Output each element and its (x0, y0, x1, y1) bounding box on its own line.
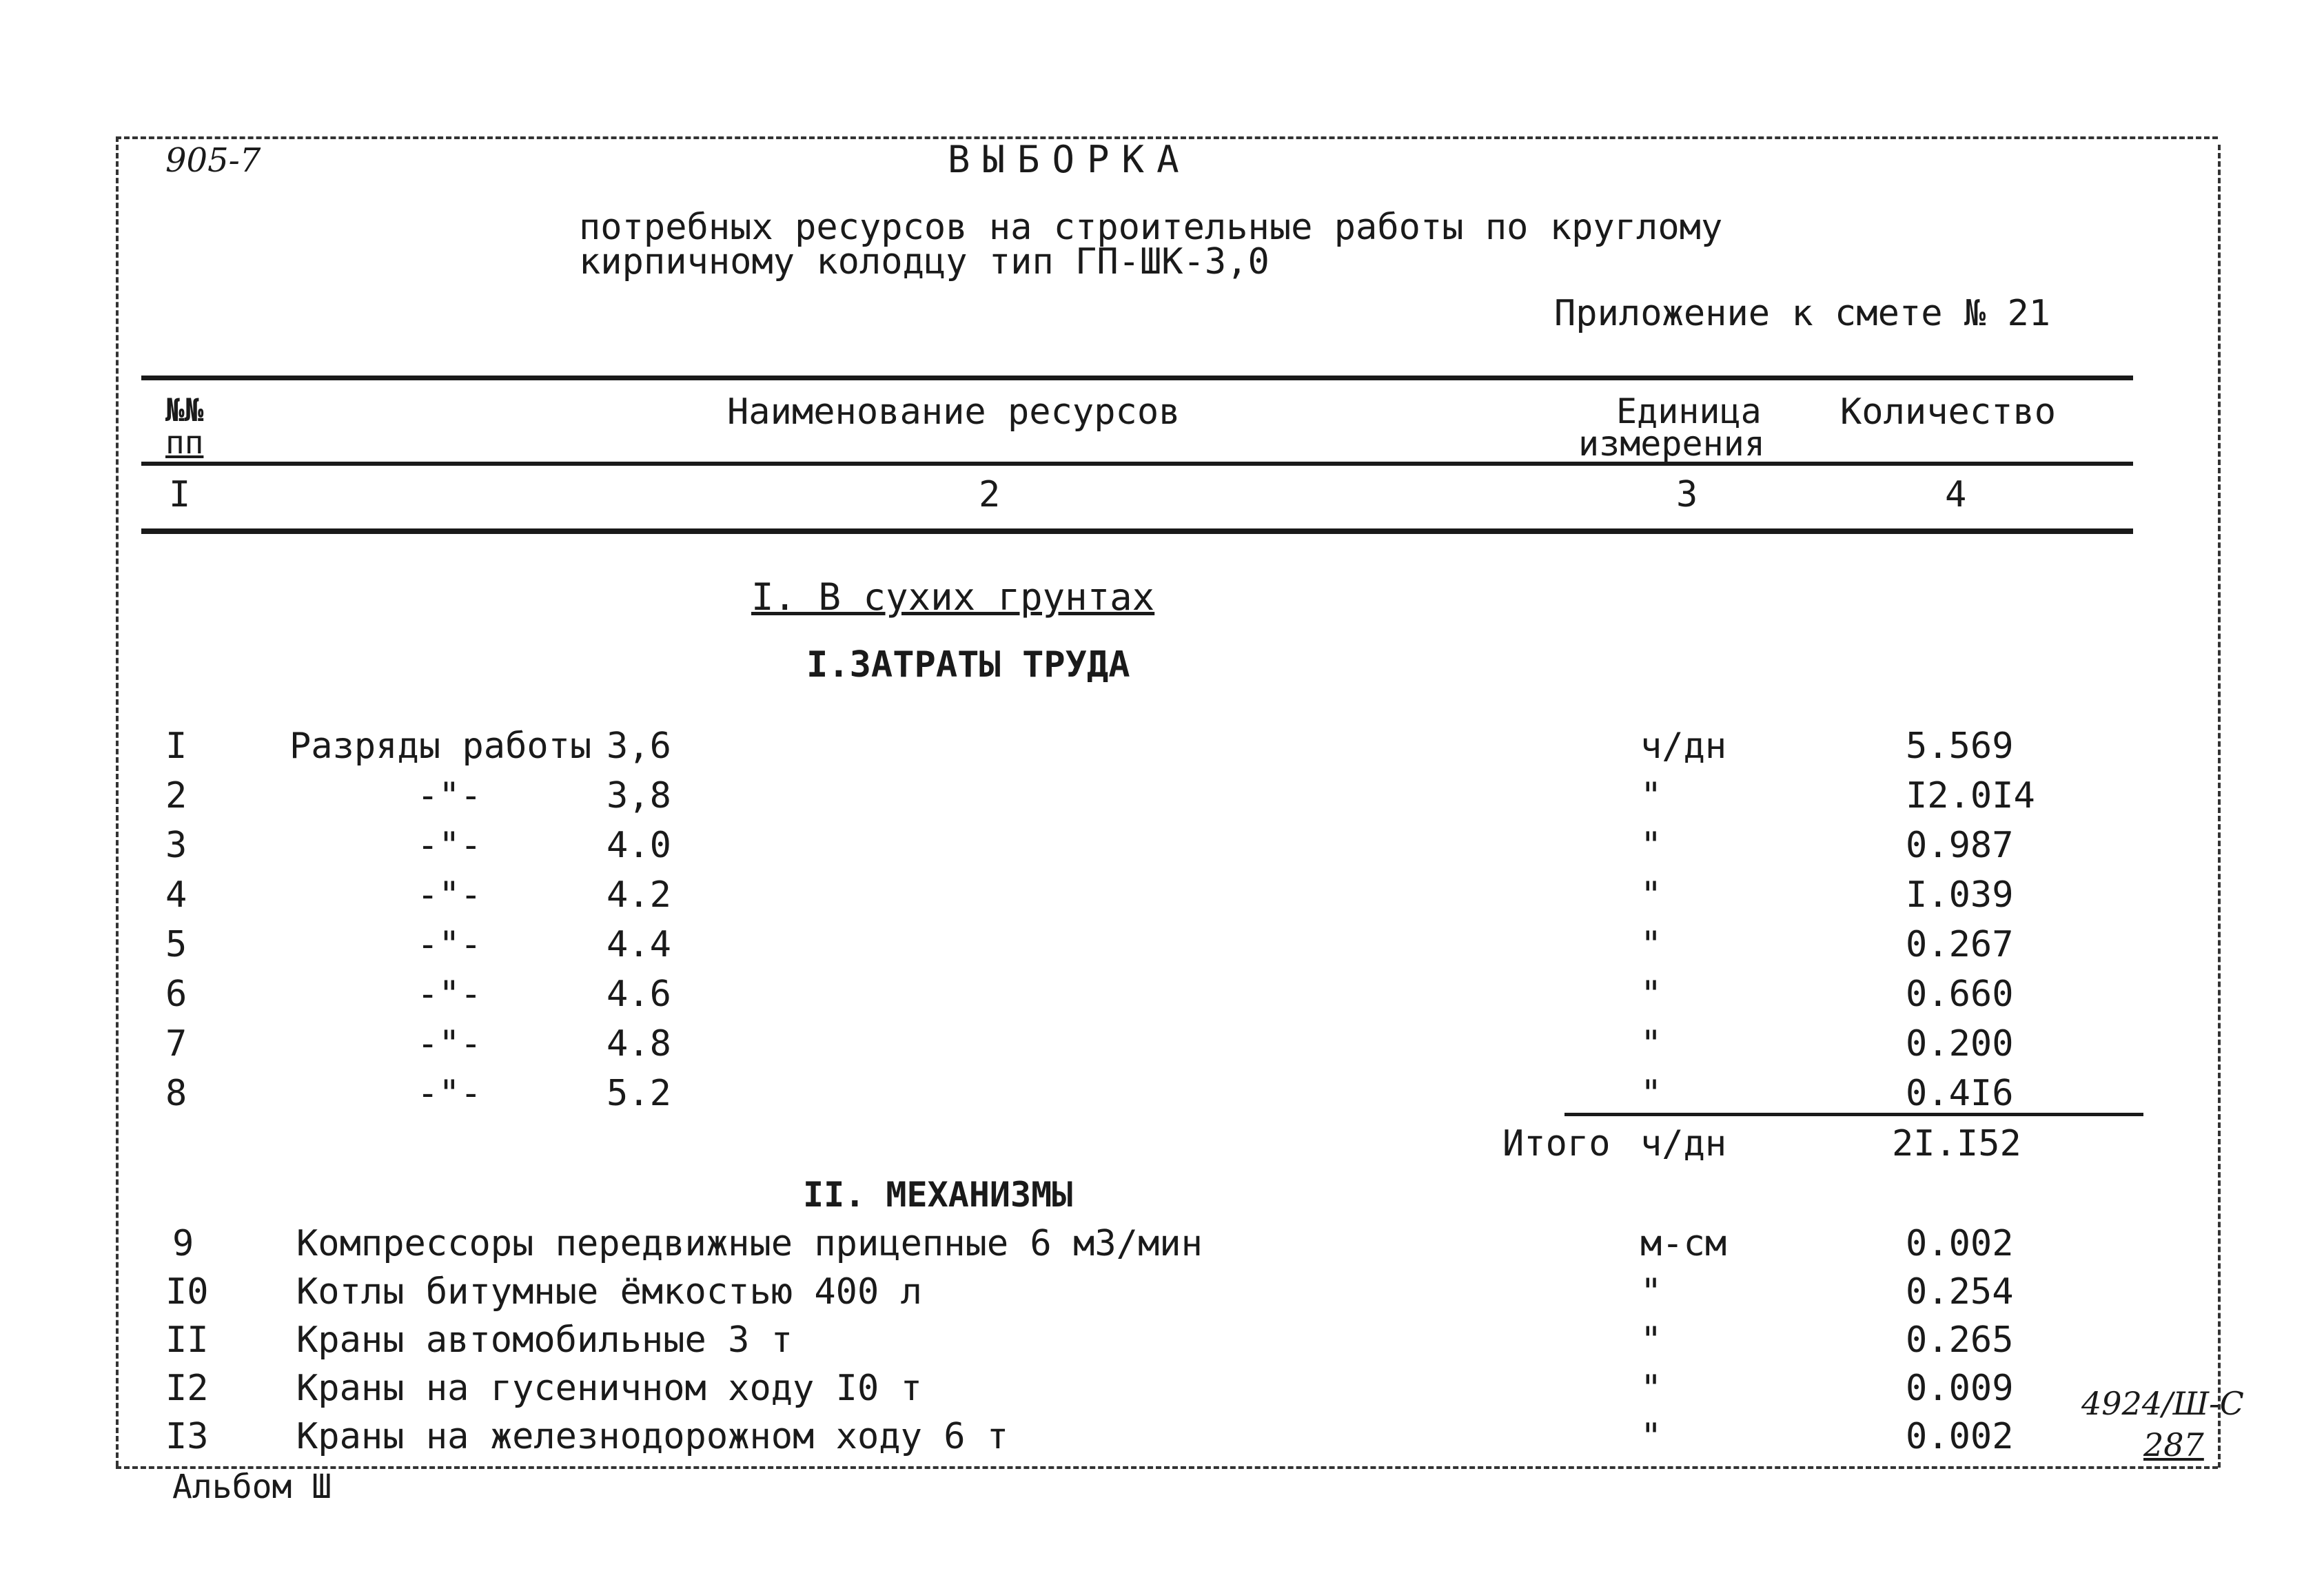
table-header-rule (141, 462, 2133, 466)
row-number: 6 (165, 974, 187, 1015)
row-ditto: -"- (417, 974, 482, 1015)
row-name: Краны автомобильные 3 т (296, 1319, 793, 1361)
row-ditto: -"- (417, 924, 482, 965)
row-unit: ч/дн (1640, 726, 1727, 767)
stamp-code: 4924/Ш-С (2081, 1385, 2244, 1422)
table-row (0, 726, 2324, 772)
total-unit: ч/дн (1640, 1123, 1727, 1164)
total-rule (1564, 1113, 2143, 1116)
subtitle-line-2: кирпичному колодцу тип ГП-ШК-3,0 (579, 241, 1270, 282)
row-number: I (165, 726, 187, 767)
row-quantity: 0.4I6 (1906, 1073, 2014, 1114)
col-header-name: Наименование ресурсов (727, 391, 1181, 433)
row-grade: 4.8 (607, 1023, 671, 1065)
row-ditto: -"- (417, 874, 482, 916)
row-ditto: -"- (417, 1023, 482, 1065)
table-row (0, 1416, 2324, 1463)
row-name: Компрессоры передвижные прицепные 6 м3/мин (296, 1223, 1203, 1264)
table-row (0, 1368, 2324, 1415)
row-grade: 4.2 (607, 874, 671, 916)
row-quantity: I.039 (1906, 874, 2014, 916)
col-header-unit-2: измерения (1578, 424, 1765, 464)
row-unit: " (1640, 924, 1662, 965)
row-quantity: 0.987 (1906, 825, 2014, 866)
row-number: I2 (165, 1368, 209, 1409)
row-number: 2 (165, 775, 187, 816)
row-unit: " (1640, 1416, 1662, 1457)
col-header-quantity: Количество (1840, 391, 2057, 433)
row-grade: 4.6 (607, 974, 671, 1015)
row-grade: 3,6 (607, 726, 671, 767)
total-quantity: 2I.I52 (1892, 1123, 2021, 1164)
row-ditto: -"- (417, 775, 482, 816)
row-quantity: I2.0I4 (1906, 775, 2035, 816)
row-name: Разряды работы (289, 726, 592, 767)
col-index-2: 2 (979, 474, 1001, 515)
labor-section-title: I.ЗАТРАТЫ ТРУДА (806, 644, 1130, 686)
table-row (0, 874, 2324, 921)
row-number: 7 (165, 1023, 187, 1065)
row-unit: " (1640, 874, 1662, 916)
table-row (0, 974, 2324, 1020)
appendix-note: Приложение к смете № 21 (1554, 293, 2051, 334)
row-unit: " (1640, 825, 1662, 866)
row-unit: " (1640, 775, 1662, 816)
table-top-rule (141, 376, 2133, 380)
row-grade: 3,8 (607, 775, 671, 816)
row-name: Краны на гусеничном ходу I0 т (296, 1368, 922, 1409)
total-label: Итого (1502, 1123, 1611, 1164)
row-unit: м-см (1640, 1223, 1727, 1264)
row-number: 5 (165, 924, 187, 965)
row-name: Краны на железнодорожном ходу 6 т (296, 1416, 1009, 1457)
album-label: Альбом Ш (172, 1468, 332, 1506)
row-number: II (165, 1319, 209, 1361)
row-quantity: 0.254 (1906, 1271, 2014, 1313)
row-number: I0 (165, 1271, 209, 1313)
row-quantity: 0.660 (1906, 974, 2014, 1015)
doc-code: 905-7 (165, 141, 261, 180)
row-quantity: 0.267 (1906, 924, 2014, 965)
col-header-number: №№ (165, 391, 204, 429)
row-number: 4 (165, 874, 187, 916)
row-number: 8 (165, 1073, 187, 1114)
row-number: 3 (165, 825, 187, 866)
row-unit: " (1640, 974, 1662, 1015)
row-quantity: 0.002 (1906, 1416, 2014, 1457)
page-number: 287 (2143, 1426, 2204, 1463)
table-row (0, 825, 2324, 872)
table-index-rule (141, 528, 2133, 534)
row-quantity: 0.002 (1906, 1223, 2014, 1264)
document-title: ВЫБОРКА (948, 138, 1192, 181)
row-number: I3 (165, 1416, 209, 1457)
row-quantity: 0.200 (1906, 1023, 2014, 1065)
mech-section-title: II. МЕХАНИЗМЫ (803, 1175, 1073, 1215)
row-quantity: 0.265 (1906, 1319, 2014, 1361)
row-quantity: 5.569 (1906, 726, 2014, 767)
subtitle-line-1: потребных ресурсов на строительные работы по круглому (579, 207, 1723, 248)
row-name: Котлы битумные ёмкостью 400 л (296, 1271, 922, 1313)
row-grade: 4.4 (607, 924, 671, 965)
total-row (0, 1123, 2324, 1170)
row-unit: " (1640, 1073, 1662, 1114)
row-unit: " (1640, 1319, 1662, 1361)
frame-bottom-border (116, 1466, 2218, 1469)
row-unit: " (1640, 1023, 1662, 1065)
table-row (0, 775, 2324, 822)
row-number: 9 (172, 1223, 194, 1264)
row-unit: " (1640, 1368, 1662, 1409)
row-unit: " (1640, 1271, 1662, 1313)
table-row (0, 1023, 2324, 1070)
row-grade: 5.2 (607, 1073, 671, 1114)
table-row (0, 924, 2324, 971)
table-row (0, 1271, 2324, 1318)
col-index-4: 4 (1945, 474, 1967, 515)
row-grade: 4.0 (607, 825, 671, 866)
table-row (0, 1319, 2324, 1366)
row-ditto: -"- (417, 1073, 482, 1114)
col-header-number-sub: пп (165, 424, 204, 461)
col-header-unit-1: Единица (1616, 391, 1762, 431)
col-index-1: I (169, 474, 191, 515)
row-quantity: 0.009 (1906, 1368, 2014, 1409)
section-title: I. В сухих грунтах (751, 575, 1155, 619)
col-index-3: 3 (1676, 474, 1698, 515)
row-ditto: -"- (417, 825, 482, 866)
table-row (0, 1223, 2324, 1270)
